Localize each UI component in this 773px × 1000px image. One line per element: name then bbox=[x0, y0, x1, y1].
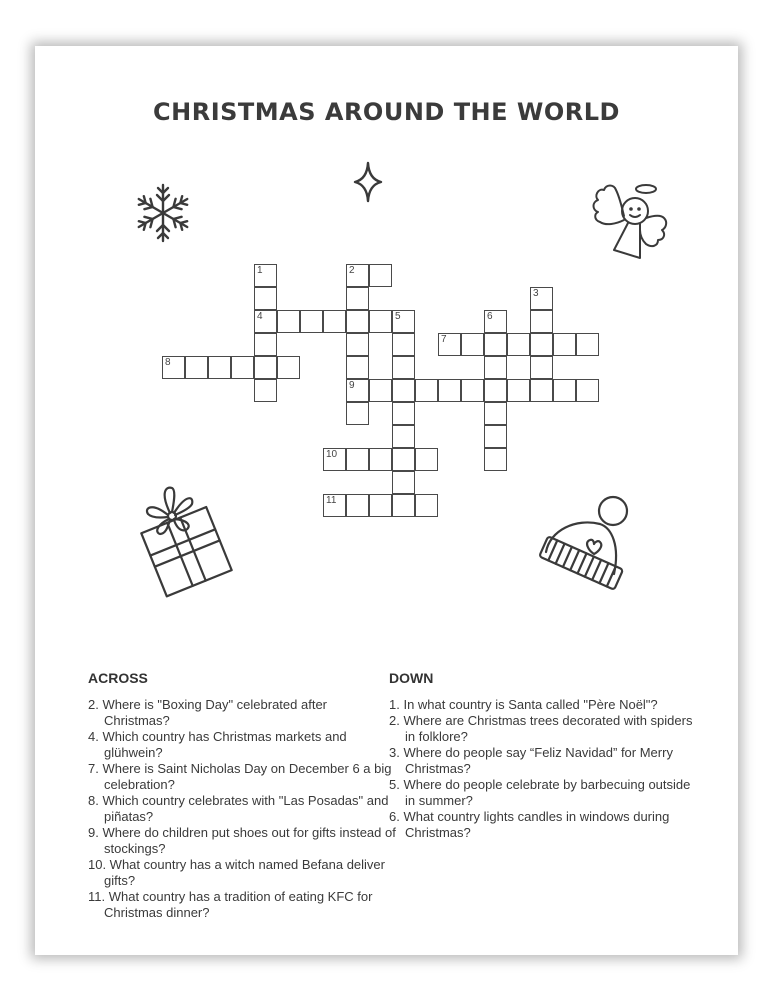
clue-item: 1. In what country is Santa called "Père Noël"? bbox=[389, 697, 658, 712]
crossword-cell[interactable] bbox=[392, 310, 415, 333]
clue-item: 4. Which country has Christmas markets and glühwein? bbox=[88, 729, 347, 760]
crossword-cell[interactable] bbox=[369, 448, 392, 471]
crossword-cell[interactable] bbox=[254, 356, 277, 379]
crossword-cell[interactable] bbox=[300, 310, 323, 333]
down-heading: DOWN bbox=[389, 670, 434, 686]
clue-number: 2 bbox=[349, 265, 355, 276]
clue-item: 11. What country has a tradition of eating KFC for Christmas dinner? bbox=[88, 889, 373, 920]
crossword-cell[interactable] bbox=[392, 448, 415, 471]
crossword-cell[interactable] bbox=[484, 448, 507, 471]
crossword-cell[interactable] bbox=[392, 356, 415, 379]
snowflake-icon bbox=[130, 180, 196, 246]
crossword-cell[interactable] bbox=[415, 494, 438, 517]
clue-item: 8. Which country celebrates with "Las Posadas" and piñatas? bbox=[88, 793, 389, 824]
crossword-cell[interactable] bbox=[323, 310, 346, 333]
crossword-cell[interactable] bbox=[369, 494, 392, 517]
crossword-cell[interactable] bbox=[461, 379, 484, 402]
crossword-cell[interactable] bbox=[231, 356, 254, 379]
page-title: CHRISTMAS AROUND THE WORLD bbox=[153, 98, 620, 126]
crossword-cell[interactable] bbox=[484, 310, 507, 333]
crossword-cell[interactable] bbox=[438, 379, 461, 402]
crossword-cell[interactable] bbox=[530, 287, 553, 310]
crossword-cell[interactable] bbox=[484, 379, 507, 402]
clue-number: 11 bbox=[326, 495, 337, 506]
crossword-cell[interactable] bbox=[484, 402, 507, 425]
crossword-cell[interactable] bbox=[507, 379, 530, 402]
crossword-cell[interactable] bbox=[346, 379, 369, 402]
crossword-cell[interactable] bbox=[530, 356, 553, 379]
crossword-cell[interactable] bbox=[346, 333, 369, 356]
crossword-cell[interactable] bbox=[346, 356, 369, 379]
angel-icon bbox=[588, 178, 672, 260]
crossword-cell[interactable] bbox=[392, 402, 415, 425]
crossword-cell[interactable] bbox=[484, 333, 507, 356]
clue-number: 8 bbox=[165, 357, 171, 368]
crossword-cell[interactable] bbox=[346, 448, 369, 471]
crossword-cell[interactable] bbox=[461, 333, 484, 356]
crossword-cell[interactable] bbox=[346, 264, 369, 287]
crossword-cell[interactable] bbox=[369, 264, 392, 287]
clue-number: 9 bbox=[349, 380, 355, 391]
clue-number: 5 bbox=[395, 311, 401, 322]
crossword-cell[interactable] bbox=[277, 310, 300, 333]
clue-item: 10. What country has a witch named Befana deliver gifts? bbox=[88, 857, 385, 888]
crossword-cell[interactable] bbox=[392, 333, 415, 356]
crossword-cell[interactable] bbox=[254, 310, 277, 333]
crossword-cell[interactable] bbox=[346, 310, 369, 333]
crossword-cell[interactable] bbox=[576, 333, 599, 356]
crossword-cell[interactable] bbox=[346, 287, 369, 310]
crossword-cell[interactable] bbox=[392, 379, 415, 402]
crossword-cell[interactable] bbox=[162, 356, 185, 379]
crossword-cell[interactable] bbox=[208, 356, 231, 379]
crossword-cell[interactable] bbox=[254, 264, 277, 287]
clue-item: 2. Where is "Boxing Day" celebrated after Christmas? bbox=[88, 697, 328, 728]
crossword-cell[interactable] bbox=[438, 333, 461, 356]
clue-number: 3 bbox=[533, 288, 539, 299]
crossword-cell[interactable] bbox=[346, 402, 369, 425]
crossword-cell[interactable] bbox=[484, 356, 507, 379]
crossword-cell[interactable] bbox=[530, 333, 553, 356]
clue-number: 1 bbox=[257, 265, 263, 276]
crossword-cell[interactable] bbox=[254, 379, 277, 402]
crossword-cell[interactable] bbox=[415, 379, 438, 402]
crossword-cell[interactable] bbox=[392, 425, 415, 448]
crossword-cell[interactable] bbox=[576, 379, 599, 402]
clue-item: 5. Where do people celebrate by barbecuing outside in summer? bbox=[389, 777, 691, 808]
crossword-cell[interactable] bbox=[484, 425, 507, 448]
crossword-cell[interactable] bbox=[530, 310, 553, 333]
crossword-cell[interactable] bbox=[507, 333, 530, 356]
crossword-cell[interactable] bbox=[392, 494, 415, 517]
crossword-cell[interactable] bbox=[254, 287, 277, 310]
clue-item: 9. Where do children put shoes out for gifts instead of stockings? bbox=[88, 825, 396, 856]
clue-number: 7 bbox=[441, 334, 447, 345]
clue-item: 3. Where do people say “Feliz Navidad” for Merry Christmas? bbox=[389, 745, 673, 776]
clue-item: 2. Where are Christmas trees decorated with spiders in folklore? bbox=[389, 713, 693, 744]
winter-hat-icon bbox=[532, 490, 632, 596]
clue-number: 4 bbox=[257, 311, 263, 322]
crossword-cell[interactable] bbox=[254, 333, 277, 356]
crossword-cell[interactable] bbox=[369, 310, 392, 333]
crossword-cell[interactable] bbox=[392, 471, 415, 494]
crossword-cell[interactable] bbox=[530, 379, 553, 402]
crossword-cell[interactable] bbox=[553, 379, 576, 402]
crossword-cell[interactable] bbox=[346, 494, 369, 517]
crossword-cell[interactable] bbox=[185, 356, 208, 379]
crossword-cell[interactable] bbox=[369, 379, 392, 402]
clue-number: 6 bbox=[487, 311, 493, 322]
clue-item: 7. Where is Saint Nicholas Day on December 6 a big celebration? bbox=[88, 761, 392, 792]
crossword-cell[interactable] bbox=[323, 448, 346, 471]
gift-box-icon bbox=[130, 478, 240, 598]
sparkle-star-icon bbox=[352, 161, 384, 203]
crossword-cell[interactable] bbox=[415, 448, 438, 471]
clue-item: 6. What country lights candles in windows during Christmas? bbox=[389, 809, 670, 840]
crossword-cell[interactable] bbox=[323, 494, 346, 517]
crossword-cell[interactable] bbox=[277, 356, 300, 379]
clue-number: 10 bbox=[326, 449, 338, 460]
across-heading: ACROSS bbox=[88, 670, 148, 686]
crossword-cell[interactable] bbox=[553, 333, 576, 356]
